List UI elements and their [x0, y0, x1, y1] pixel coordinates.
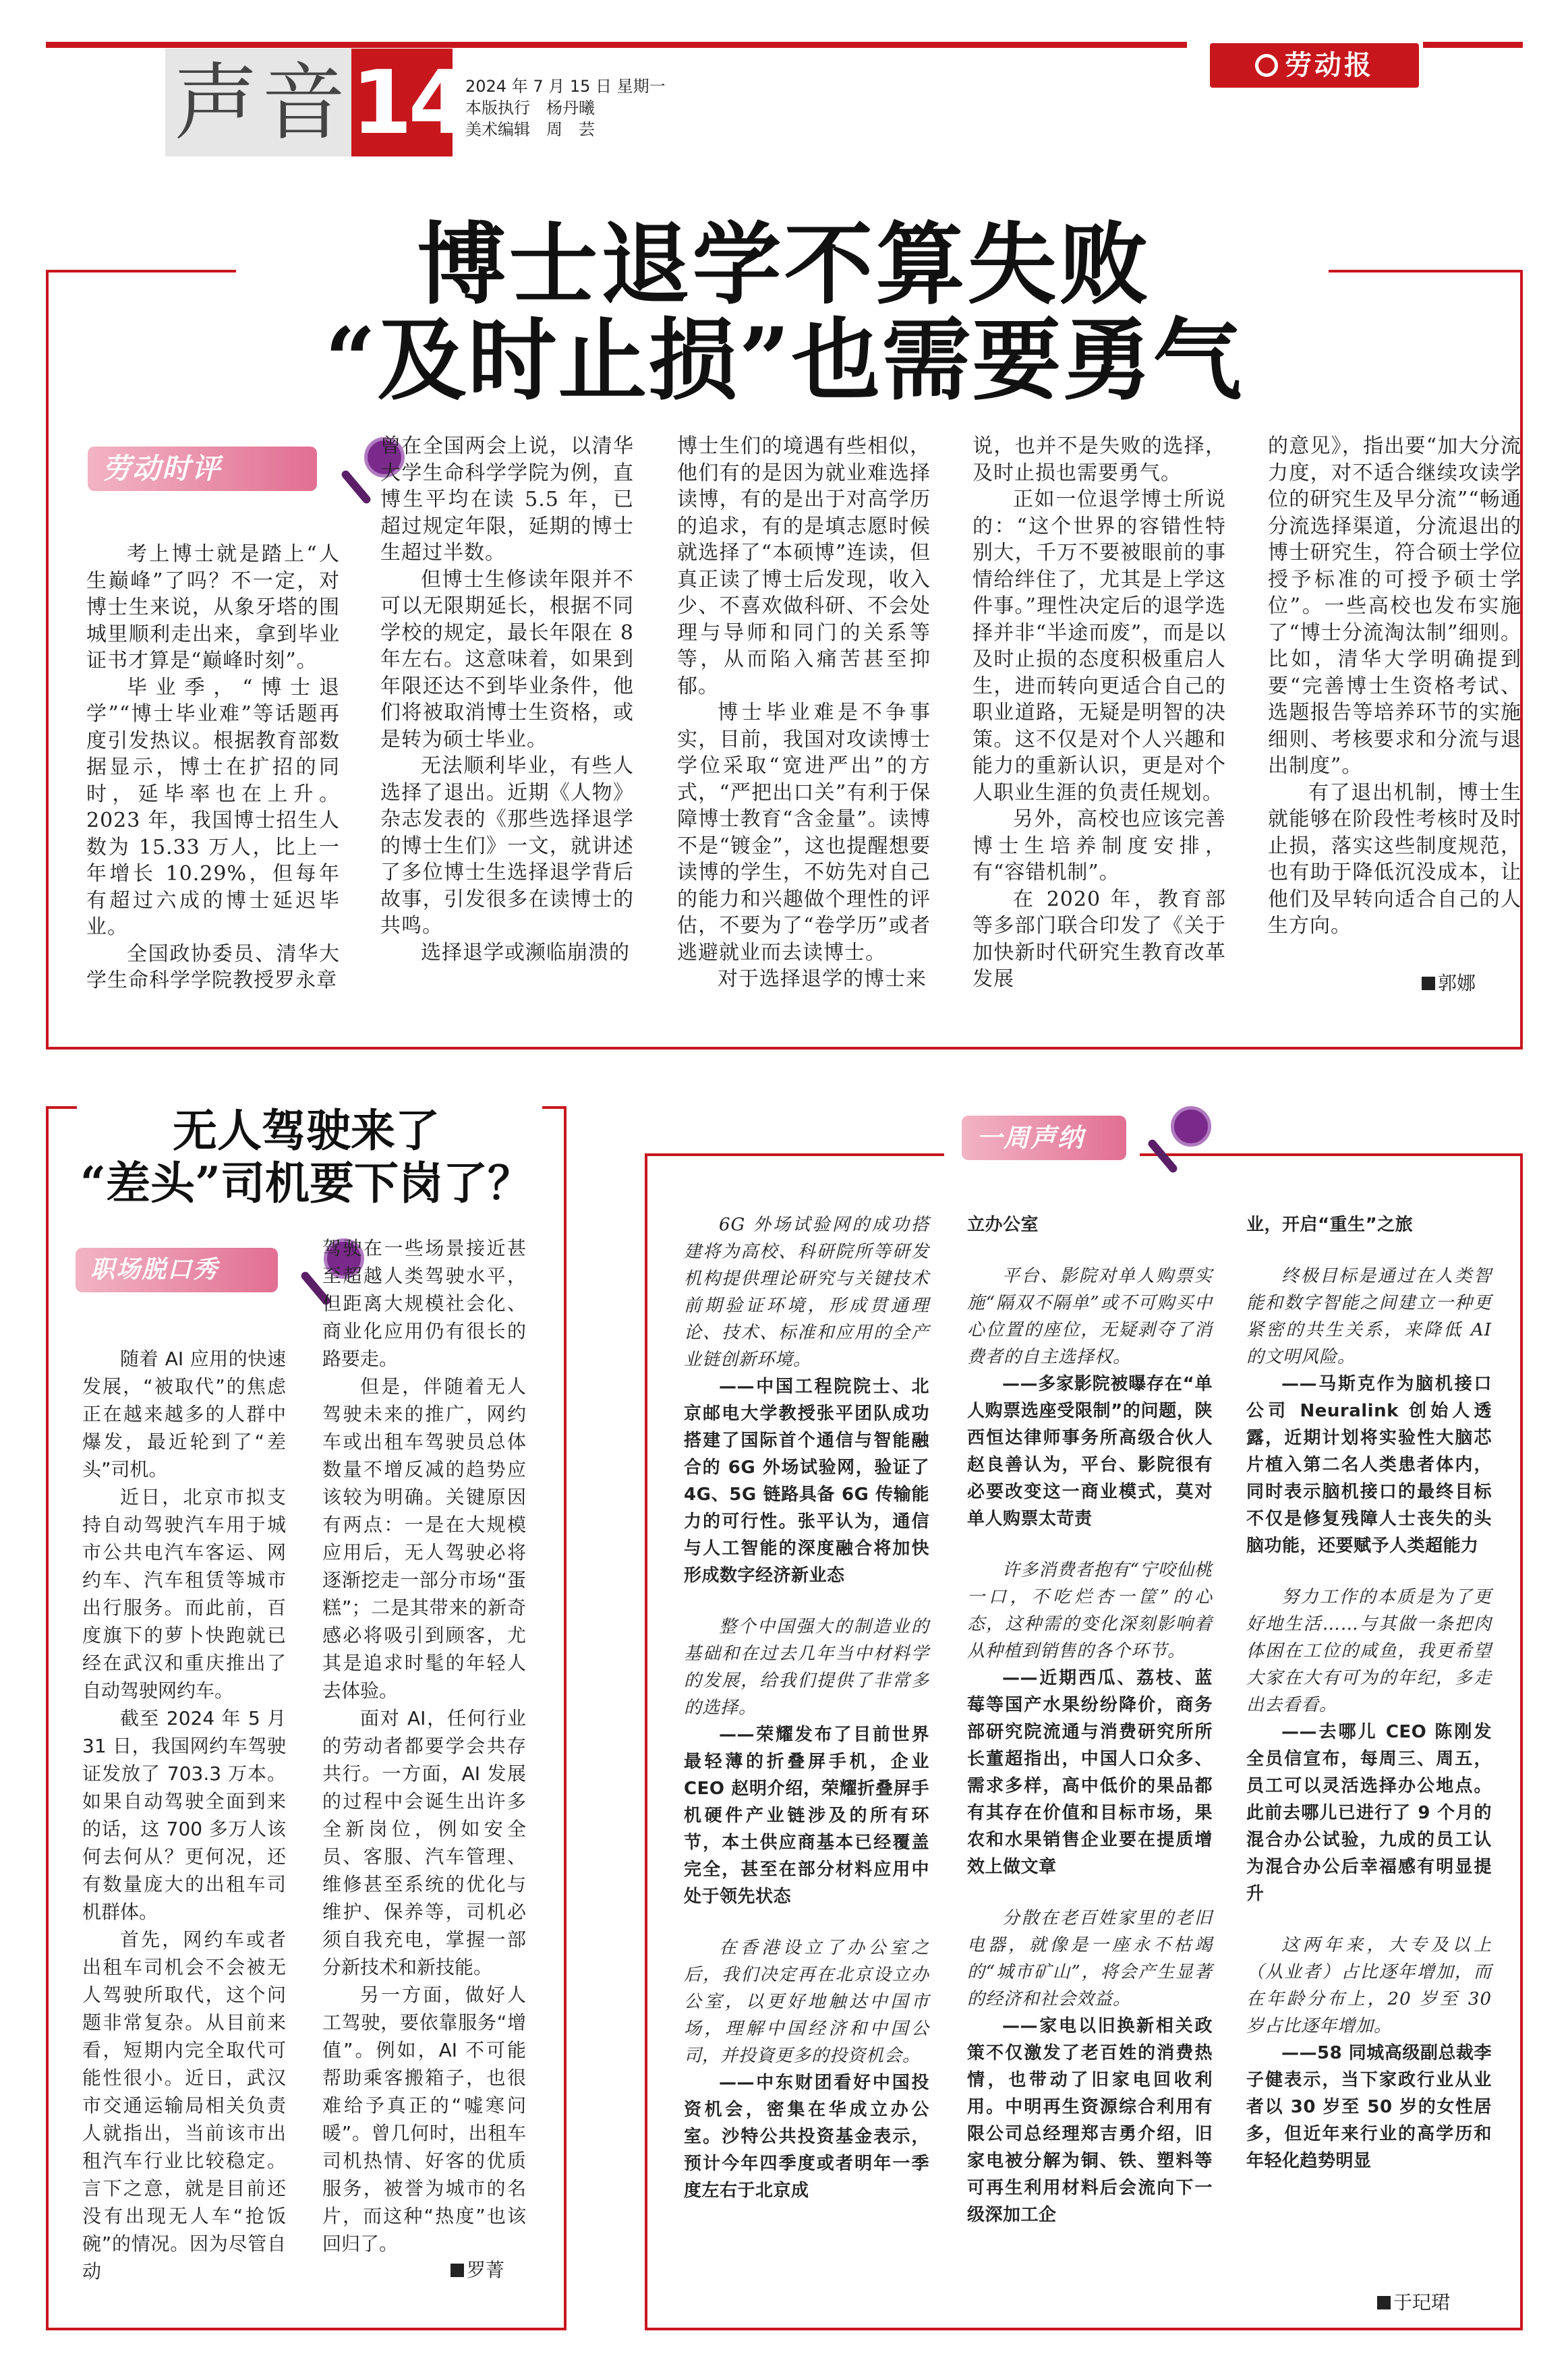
weekly-signature	[1377, 2288, 1450, 2315]
source-block	[684, 1373, 929, 1589]
quote-block	[1246, 1584, 1492, 1719]
paragraph: 面对 AI，任何行业的劳动者都要学会共存共行。一方面，AI 发展的过程中会诞生出许多全新岗位，例如安全员、客服、汽车管理、维修甚至系统的优化与维护、保养等，司机必须自我充电，掌握一部分新技术和新技能。	[322, 1707, 526, 1978]
source-text: ——中国工程院院士、北京邮电大学教授张平团队成功搭建了国际首个通信与智能融合的 6G 外场试验网，验证了 4G、5G 链路具备 6G 传输能力的可行性。张平认为，通信与人工智能的深度融合将加快形成数字经济新业态	[684, 1377, 929, 1586]
paragraph: 有了退出机制，博士生就能够在阶段性考核时及时止损，落实这些制度规范，也有助于降低沉没成本，让他们及早转向适合自己的人生方向。	[1268, 780, 1521, 938]
quote-text: 6G 外场试验网的成功搭建将为高校、科研院所等研发机构提供理论研究与关键技术前期验证环境，形成贯通理论、技术、标准和应用的全产业链创新环境。	[684, 1215, 929, 1370]
paragraph: 驾驶在一些场景接近甚至超越人类驾驶水平，但距离大规模社会化、商业化应用仍有很长的路要走。	[322, 1237, 526, 1370]
paragraph: 说，也并不是失败的选择，及时止损也需要勇气。	[972, 434, 1226, 485]
source-block	[967, 1371, 1213, 1532]
paragraph: 在 2020 年，教育部等多部门联合印发了《关于加快新时代研究生教育改革发展	[972, 887, 1226, 991]
section-name: 声音	[174, 55, 350, 152]
source-block	[1246, 1719, 1492, 1907]
paragraph: 但是，伴随着无人驾驶未来的推广，网约车或出租车驾驶员总体数量不增反减的趋势应该较为明确。关键原因有两点：一是在大规模应用后，无人驾驶必将逐渐挖走一部分市场“蛋糕”；二是其带来的新奇感必将吸引到顾客，尤其是追求时髦的年轻人去体验。	[322, 1375, 526, 1702]
quote-text: 许多消费者抱有“宁咬仙桃一口，不吃烂杏一筐”的心态，这种需的变化深刻影响着从种植到销售的各个环节。	[967, 1560, 1213, 1661]
masthead-meta	[465, 76, 666, 140]
paragraph: 正如一位退学博士所说的：“这个世界的容错性特别大，千万不要被眼前的事情给绊住了，尤其是上学这件事。”理性决定后的退学选择并非“半途而废”，而是以及时止损的态度积极重启人生，进而转向更适合自己的职业道路，无疑是明智的决策。这不仅是对个人兴趣和能力的重新认识，更是对个人职业生涯的负责任规划。	[972, 488, 1226, 805]
date-line: 2024 年 7 月 15 日 星期一	[465, 77, 666, 96]
author-name: 郭娜	[1438, 972, 1476, 994]
logo-text: 劳动报	[1285, 50, 1374, 81]
paragraph: 首先，网约车或者出租车司机会不会被无人驾驶所取代，这个问题非常复杂。从目前来看，短期内完全取代可能性很小。近日，武汉市交通运输局相关负责人就指出，当前该市出租汽车行业比较稳定。言下之意，就是目前还没有出现无人车“抢饭碗”的情况。因为尽管自动	[82, 1928, 286, 2282]
microphone-icon	[1171, 1106, 1211, 1147]
main-article-signature	[1422, 969, 1476, 996]
spacer	[967, 1532, 1213, 1557]
source-block	[684, 1721, 929, 1910]
paragraph: 的意见》，指出要“加大分流力度，对不适合继续攻读学位的研究生及早分流”“畅通分流选择渠道，分流退出的博士研究生，符合硕士学位授予标准的可授予硕士学位”。一些高校也发布实施了“博士分流淘汰制”细则。比如，清华大学明确提到要“完善博士生资格考试、选题报告等培养环节的实施细则、考核要求和分流与退出制度”。	[1268, 434, 1521, 778]
paragraph: 但博士生修读年限并不可以无限期延长，根据不同学校的规定，最长年限在 8 年左右。这意味着，如果到年限还达不到毕业条件，他们将被取消博士生资格，或是转为硕士毕业。	[380, 567, 634, 751]
quote-block	[1246, 1263, 1492, 1371]
spacer	[1246, 1907, 1492, 1932]
source-text: ——中东财团看好中国投资机会，密集在华成立办公室。沙特公共投资基金表示，预计今年四季度或者明年一季度左右于北京成	[684, 2073, 929, 2201]
editor-line: 本版执行 杨丹曦	[465, 98, 595, 117]
badge-label: 一周声纳	[962, 1116, 1126, 1160]
quote-text: 努力工作的本质是为了更好地生活……与其做一条把肉体困在工位的咸鱼，我更希望大家在大有可为的年纪，多走出去看看。	[1246, 1587, 1492, 1715]
spacer	[967, 1238, 1213, 1263]
signature-mark	[1377, 2296, 1391, 2309]
paragraph: 博士毕业难是不争事实，目前，我国对攻读博士学位采取“宽进严出”的方式，“严把出口关”有利于保障博士教育“含金量”。读博不是“镀金”，这也提醒想要读博的学生，不妨先对自己的能力和兴趣做个理性的评估，不要为了“卷学历”或者逃避就业而去读博士。	[677, 701, 931, 965]
main-article-column-1	[86, 541, 340, 994]
page-number: 14	[351, 49, 453, 156]
main-article-column-2	[380, 433, 634, 966]
source-text: ——多家影院被曝存在“单人购票选座受限制”的问题，陕西恒达律师事务所高级合伙人赵良善认为，平台、影院很有必要改变这一商业模式，莫对单人购票太苛责	[967, 1374, 1213, 1529]
source-text: ——马斯克作为脑机接口公司 Neuralink 创始人透露，近期计划将实验性大脑芯片植入第二名人类患者体内，同时表示脑机接口的最终目标不仅是修复残障人士丧失的头脑功能，还要赋予人类超能力	[1246, 1374, 1492, 1556]
source-block	[1246, 2040, 1492, 2175]
quote-block	[684, 1934, 929, 2069]
main-article-column-5	[1268, 433, 1521, 940]
quote-text: 在香港设立了办公室之后，我们决定再在北京设立办公室，以更好地触达中国市场，理解中国经济和中国公司，并投資更多的投资机会。	[684, 1938, 929, 2066]
quote-text: 整个中国强大的制造业的基础和在过去几年当中材料学的发展，给我们提供了非常多的选择。	[684, 1617, 929, 1718]
source-block	[967, 2013, 1213, 2229]
art-editor-line: 美术编辑 周 芸	[465, 120, 595, 139]
second-headline-line1: 无人驾驶来了	[173, 1104, 440, 1157]
second-article-signature	[451, 2256, 504, 2282]
spacer	[684, 1589, 929, 1613]
author-name: 于玘珺	[1393, 2291, 1451, 2314]
paragraph: 考上博士就是踏上“人生巅峰”了吗？不一定，对博士生来说，从象牙塔的围城里顺利走出来，拿到毕业证书才算是“巅峰时刻”。	[86, 542, 340, 672]
second-headline-line2: “差头”司机要下岗了？	[80, 1157, 532, 1209]
paragraph: 毕业季，“博士退学”“博士毕业难”等话题再度引发热议。根据教育部数据显示，博士在扩招的同时，延毕率也在上升。2023 年，我国博士招生人数为 15.33 万人，比上一年增长 10.29%，但每年有超过六成的博士延迟毕业。	[86, 675, 340, 939]
quote-text: 终极目标是通过在人类智能和数字智能之间建立一种更紧密的共生关系，来降低 AI 的文明风险。	[1246, 1266, 1492, 1367]
newspaper-logo	[1210, 43, 1419, 88]
signature-mark	[1422, 977, 1435, 990]
paragraph: 另外，高校也应该完善博士生培养制度安排，有“容错机制”。	[972, 807, 1226, 884]
source-text: ——去哪儿 CEO 陈刚发全员信宣布，每周三、周五，员工可以灵活选择办公地点。此前去哪儿已进行了 9 个月的混合办公试验，九成的员工认为混合办公后幸福感有明显提升	[1246, 1722, 1492, 1904]
paragraph: 近日，北京市拟支持自动驾驶汽车用于城市公共电汽车客运、网约车、汽车租赁等城市出行服务。而此前，百度旗下的萝卜快跑就已经在武汉和重庆推出了自动驾驶网约车。	[82, 1486, 286, 1702]
spacer	[1246, 1559, 1492, 1584]
source-text: ——近期西瓜、荔枝、蓝莓等国产水果纷纷降价，商务部研究院流通与消费研究所所长董超指出，中国人口众多、需求多样，高中低价的果品都有其存在价值和目标市场，果农和水果销售企业要在提质增效上做文章	[967, 1668, 1213, 1877]
column-badge-labor-review	[88, 437, 324, 496]
author-name: 罗菁	[467, 2259, 505, 2281]
badge-label: 职场脱口秀	[76, 1248, 278, 1292]
second-article-column-2	[322, 1234, 526, 2258]
paragraph: 曾在全国两会上说，以清华大学生命科学学院为例，直博生平均在读 5.5 年，已超过规定年限，延期的博士生超过半数。	[380, 434, 634, 565]
paragraph: 对于选择退学的博士来	[718, 967, 927, 991]
quote-block	[1246, 1932, 1492, 2040]
weekly-column-3	[1246, 1211, 1492, 2175]
signature-mark	[451, 2264, 464, 2277]
main-article-column-4	[972, 433, 1226, 993]
main-article-column-3	[677, 433, 931, 993]
source-text: 业，开启“重生”之旅	[1246, 1215, 1414, 1235]
quote-block	[967, 1557, 1213, 1665]
paragraph: 另一方面，做好人工驾驶，要依靠服务“增值”。例如，AI 不可能帮助乘客搬箱子，也很难给予真正的“嘘寒问暖”。曾几何时，出租车司机热情、好客的优质服务，被誉为城市的名片，而这种“热度”也该回归了。	[322, 1984, 526, 2255]
source-block	[967, 1211, 1213, 1238]
source-text: ——家电以旧换新相关政策不仅激发了老百姓的消费热情，也带动了旧家电回收利用。中明再生资源综合利用有限公司总经理郑吉勇介绍，旧家电被分解为铜、铁、塑料等可再生利用材料后会流向下一级深加工企	[967, 2016, 1213, 2225]
source-block	[1246, 1371, 1492, 1559]
source-text: 立办公室	[967, 1215, 1039, 1235]
spacer	[967, 1880, 1213, 1905]
badge-label: 劳动时评	[88, 447, 317, 491]
quote-text: 平台、影院对单人购票实施“隔双不隔单”或不可购买中心位置的座位，无疑剥夺了消费者的自主选择权。	[967, 1266, 1213, 1367]
source-block	[1246, 1211, 1492, 1238]
main-headline-line1: 博士退学不算失败	[417, 212, 1151, 317]
paragraph: 选择退学或濒临崩溃的	[421, 940, 630, 965]
quote-block	[967, 1263, 1213, 1371]
paragraph: 随着 AI 应用的快速发展，“被取代”的焦虑正在越来越多的人群中爆发，最近轮到了“差头”司机。	[82, 1348, 286, 1481]
quote-text: 分散在老百姓家里的老旧电器，就像是一座永不枯竭的“城市矿山”，将会产生显著的经济和社会效益。	[967, 1908, 1213, 2009]
masthead-rule-right	[1423, 42, 1523, 48]
column-badge-workplace-talk	[76, 1238, 298, 1298]
source-text: ——荣耀发布了目前世界最轻薄的折叠屏手机，企业 CEO 赵明介绍，荣耀折叠屏手机硬件产业链涉及的所有环节，本土供应商基本已经覆盖完全，甚至在部分材料应用中处于领先状态	[684, 1725, 929, 1907]
paragraph: 全国政协委员、清华大学生命科学学院教授罗永章	[86, 942, 340, 992]
source-text: ——58 同城高级副总裁李子健表示，当下家政行业从业者以 30 岁至 50 岁的女性居多，但近年来行业的高学历和年轻化趋势明显	[1246, 2043, 1492, 2171]
paragraph: 截至 2024 年 5 月 31 日，我国网约车驾驶证发放了 703.3 万本。如果自动驾驶全面到来的话，这 700 多万人该何去何从？更何况，还有数量庞大的出租车司机群体。	[82, 1707, 286, 1923]
column-badge-weekly-sonar	[962, 1106, 1164, 1166]
logo-icon	[1255, 54, 1278, 77]
quote-block	[967, 1905, 1213, 2013]
paragraph: 无法顺利毕业，有些人选择了退出。近期《人物》杂志发表的《那些选择退学的博士生们》一文，就讲述了多位博士生选择退学背后故事，引发很多在读博士的共鸣。	[380, 754, 634, 938]
weekly-column-1	[684, 1211, 929, 2204]
quote-text: 这两年来，大专及以上（从业者）占比逐年增加，而在年龄分布上，20 岁至 30 岁占比逐年增加。	[1246, 1935, 1492, 2036]
masthead-rule	[46, 42, 1187, 48]
spacer	[1246, 1238, 1492, 1263]
weekly-column-2	[967, 1211, 1213, 2229]
quote-block	[684, 1613, 929, 1721]
paragraph: 博士生们的境遇有些相似，他们有的是因为就业难选择读博，有的是出于对高学历的追求，有的是填志愿时候就选择了“本硕博”连读，但真正读了博士后发现，收入少、不喜欢做科研、不会处理与导师和同门的关系等等，从而陷入痛苦甚至抑郁。	[677, 434, 931, 698]
source-block	[684, 2069, 929, 2204]
source-block	[967, 1665, 1213, 1880]
quote-block	[684, 1211, 929, 1373]
spacer	[684, 1910, 929, 1934]
second-article-column-1	[82, 1345, 286, 2285]
main-headline-line2: “及时止损”也需要勇气	[324, 308, 1244, 413]
